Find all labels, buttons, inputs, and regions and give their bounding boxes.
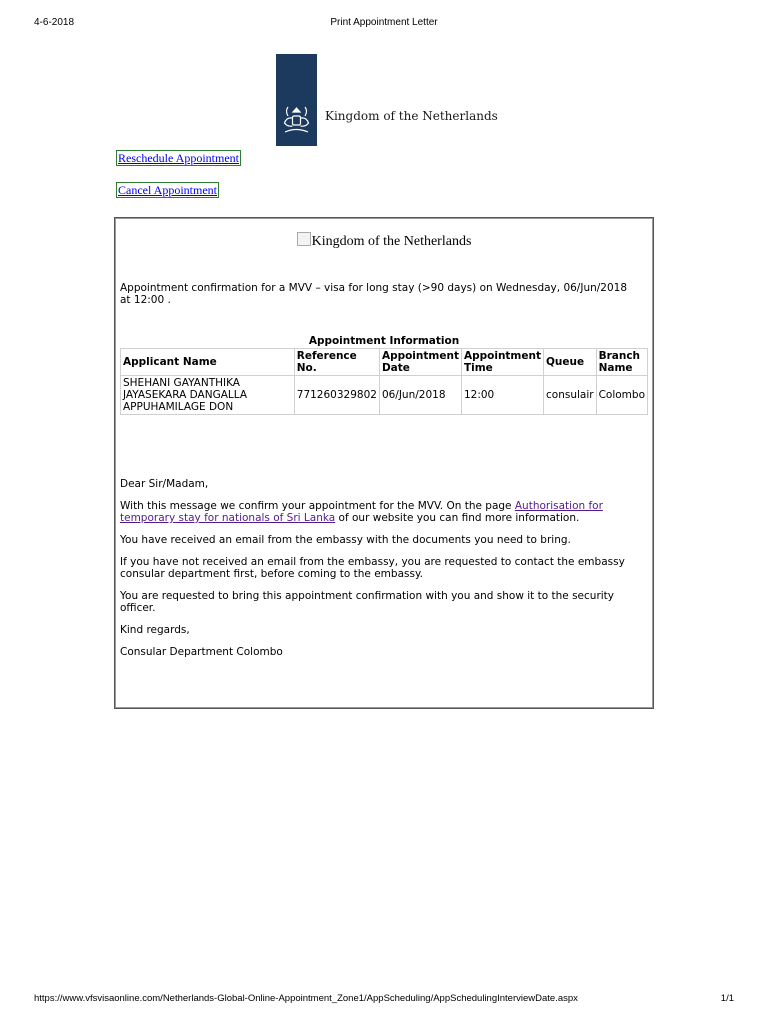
reference-no-cell: 771260329802 (294, 376, 379, 415)
logo-bar (276, 54, 317, 146)
letter-paragraph: You are requested to bring this appointment confirmation with you and show it to the security officer. (120, 590, 615, 614)
authorisation-info-link[interactable]: Authorisation for temporary stay for nationals of Sri Lanka (120, 500, 603, 524)
appointment-letter-card (114, 217, 654, 709)
table-caption: Appointment Information (308, 335, 460, 347)
letter-paragraph: You have received an email from the embassy with the documents you need to bring. (120, 534, 571, 546)
queue-cell: consulair (544, 376, 597, 415)
letter-paragraph (120, 500, 640, 524)
branch-name-cell: Colombo (596, 376, 647, 415)
column-header: Applicant Name (121, 349, 295, 376)
page-url: https://www.vfsvisaonline.com/Netherlands-Global-Online-Appointment_Zone1/AppScheduling/AppSchedulingInterviewDate.aspx (34, 993, 578, 1004)
broken-image-icon (297, 232, 311, 246)
royal-coat-of-arms-icon (276, 54, 317, 146)
broken-image (115, 232, 653, 250)
print-header (34, 17, 734, 31)
reschedule-appointment-link[interactable]: Reschedule Appointment (118, 151, 239, 165)
print-date: 4-6-2018 (34, 17, 75, 28)
greeting: Dear Sir/Madam, (120, 478, 209, 490)
image-alt-text: Kingdom of the Netherlands (311, 234, 472, 249)
column-header: Reference No. (294, 349, 379, 376)
column-header: Branch Name (596, 349, 647, 376)
closing: Kind regards, (120, 624, 190, 636)
column-header: Appointment Time (461, 349, 543, 376)
applicant-name-cell: SHEHANI GAYANTHIKA JAYASEKARA DANGALLA APPUHAMILAGE DON (121, 376, 295, 415)
print-footer (34, 993, 734, 1007)
paragraph-text: With this message we confirm your appointment for the MVV. On the page (120, 500, 515, 512)
cancel-appointment-link[interactable]: Cancel Appointment (118, 183, 217, 197)
table-row (121, 376, 648, 415)
confirmation-text: Appointment confirmation for a MVV – visa for long stay (>90 days) on Wednesday, 06/Jun/2018 at 12:00 . (120, 282, 628, 306)
signature: Consular Department Colombo (120, 646, 283, 658)
appointment-date-cell: 06/Jun/2018 (379, 376, 461, 415)
paragraph-text: of our website you can find more information. (335, 512, 580, 524)
table-header-row (121, 349, 648, 376)
appointment-table (120, 348, 648, 415)
letter-paragraph: If you have not received an email from the embassy, you are requested to contact the embassy consular department first, before coming to the embassy. (120, 556, 625, 580)
print-title: Print Appointment Letter (330, 17, 438, 28)
column-header: Appointment Date (379, 349, 461, 376)
letter-body (120, 478, 640, 668)
logo-text: Kingdom of the Netherlands (325, 109, 498, 123)
appointment-time-cell: 12:00 (461, 376, 543, 415)
page-number: 1/1 (720, 993, 734, 1004)
column-header: Queue (544, 349, 597, 376)
